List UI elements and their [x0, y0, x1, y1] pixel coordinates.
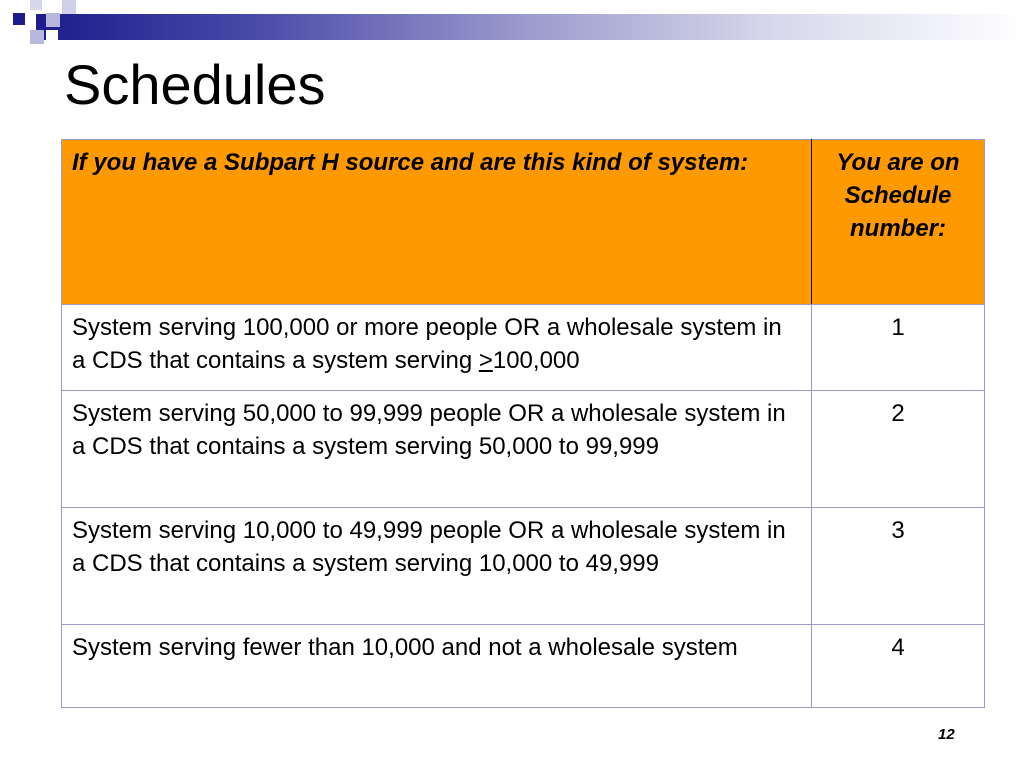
table-header-row: [62, 140, 985, 305]
system-description-cell: System serving 10,000 to 49,999 people OR a wholesale system in a CDS that contains a system serving 10,000 to 49,999: [62, 508, 812, 625]
header-system-type: If you have a Subpart H source and are this kind of system:: [62, 140, 812, 305]
table-row: [62, 508, 985, 625]
decorative-square: [30, 30, 44, 44]
header-gradient-bar: [36, 14, 1024, 40]
table-row: [62, 305, 985, 391]
decorative-square: [62, 0, 76, 14]
system-description-cell: System serving fewer than 10,000 and not a wholesale system: [62, 625, 812, 708]
slide-number: 12: [938, 726, 955, 743]
decorative-square: [46, 30, 58, 42]
system-description-text: 100,000: [492, 347, 580, 374]
system-description-text: System serving 100,000 or more people OR a wholesale system in a CDS that contains a system serving: [72, 314, 782, 374]
decorative-square: [13, 13, 25, 25]
slide-title: Schedules: [64, 53, 326, 116]
greater-equal-symbol: >: [478, 347, 493, 374]
header-schedule-number: You are on Schedule number:: [812, 140, 985, 305]
decorative-square: [30, 0, 42, 10]
schedule-number-cell: 3: [812, 508, 985, 625]
schedule-number-cell: 1: [812, 305, 985, 391]
system-description-cell: [62, 305, 812, 391]
system-description-cell: System serving 50,000 to 99,999 people OR a wholesale system in a CDS that contains a system serving 50,000 to 99,999: [62, 391, 812, 508]
schedule-number-cell: 2: [812, 391, 985, 508]
schedule-table: [61, 139, 985, 708]
table-row: [62, 625, 985, 708]
table-row: [62, 391, 985, 508]
schedule-number-cell: 4: [812, 625, 985, 708]
decorative-square: [46, 13, 60, 27]
